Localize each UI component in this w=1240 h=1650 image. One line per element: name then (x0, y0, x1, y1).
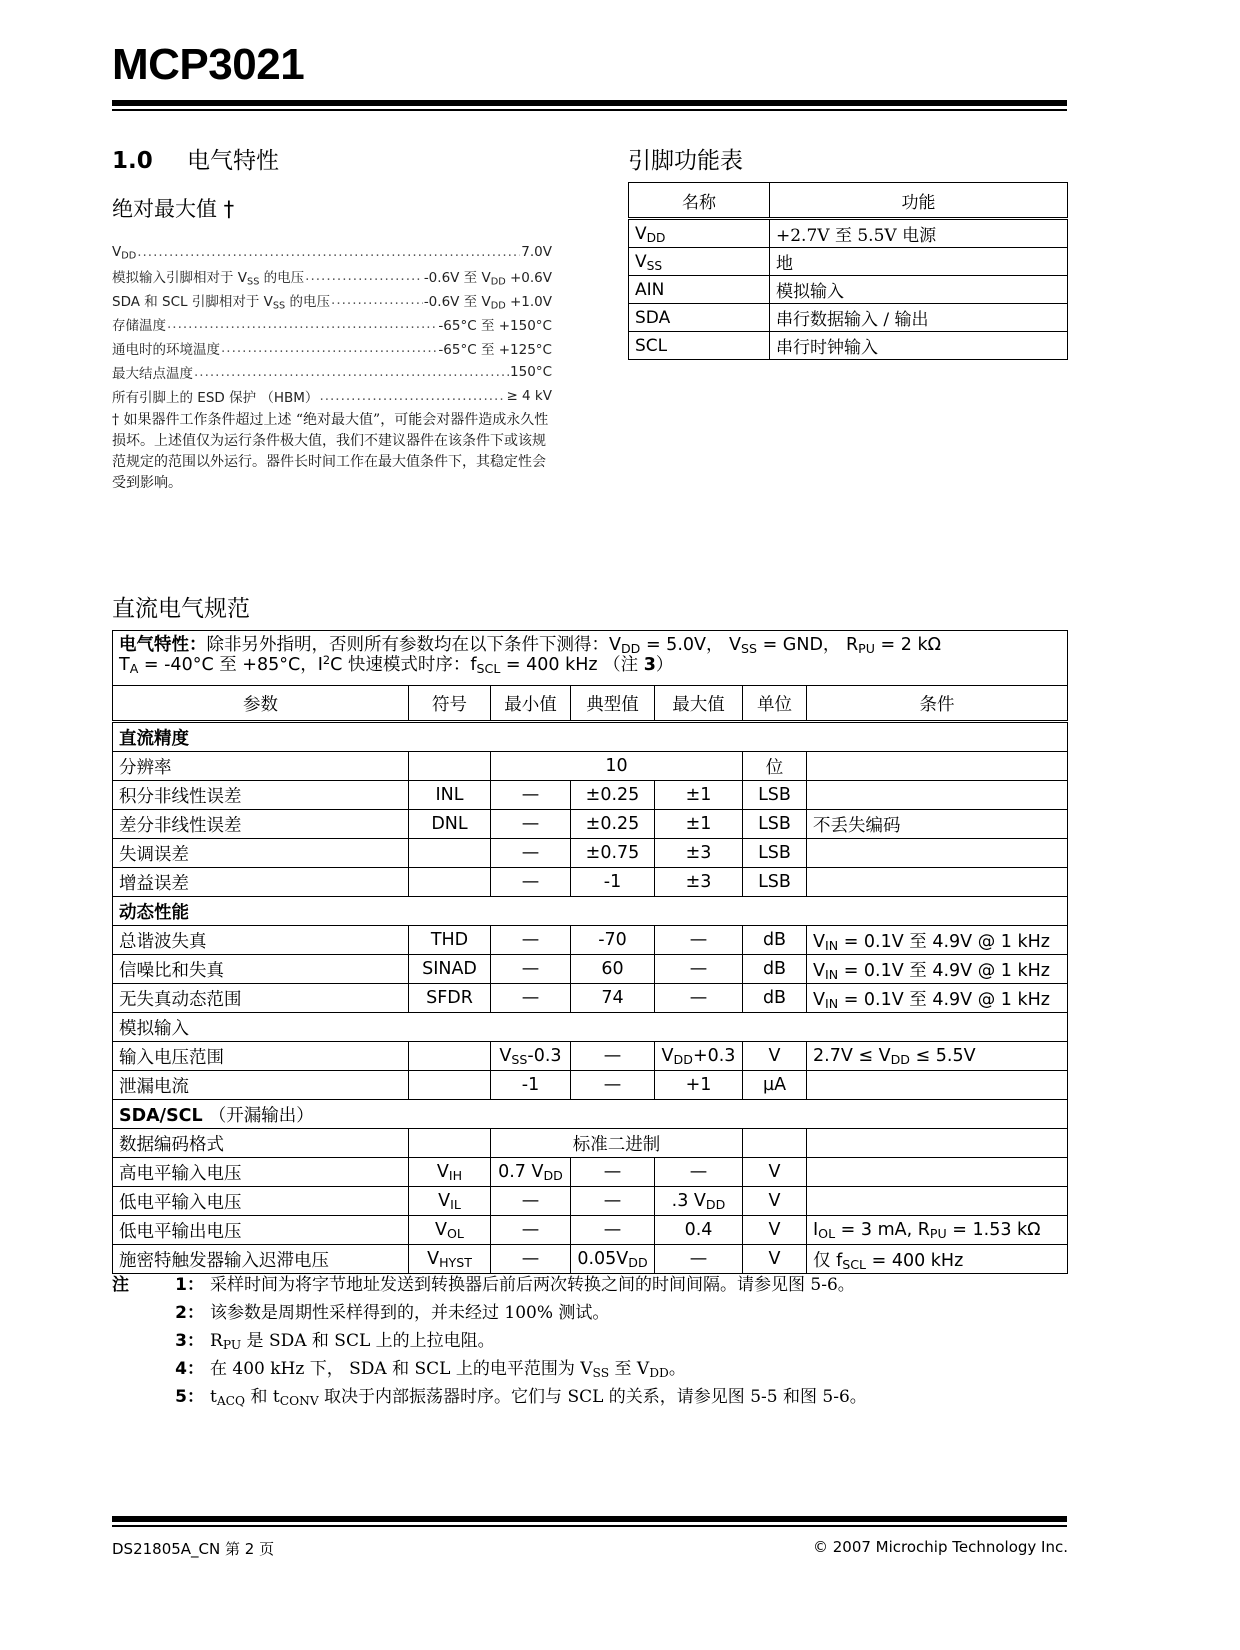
table-row: 分辨率 10 位 (113, 752, 1068, 781)
pin-table-title: 引脚功能表 (628, 148, 743, 174)
rating-row (112, 336, 552, 360)
footer-rule (112, 1516, 1067, 1522)
note-text: 该参数是周期性采样得到的，并未经过 100% 测试。 (210, 1302, 610, 1323)
dc-header-parameter: 参数 (113, 686, 409, 722)
leader-dots (194, 364, 509, 380)
note-text: 在 400 kHz 下， SDA 和 SCL 上的电平范围为 $V_{SS}$ 至 $V_{DD}$。 (210, 1358, 686, 1380)
rating-row (112, 384, 552, 408)
rating-label: 最大结点温度 (112, 366, 193, 382)
dc-header-unit: 单位 (743, 686, 807, 722)
dc-header-max: 最大值 (655, 686, 743, 722)
rating-value: -0.6V 至 $V_{DD} +1.0V$ (423, 294, 552, 312)
rating-row (112, 360, 552, 384)
rating-value: 150°C (510, 364, 552, 380)
header-rule-thin (112, 109, 1067, 111)
table-row: 低电平输入电压 $V_{IL}$ — — .3 $V_{DD}$ V (113, 1187, 1068, 1216)
table-row: 数据编码格式 标准二进制 (113, 1129, 1068, 1158)
pin-function: 串行数据输入 / 输出 (770, 304, 1068, 332)
pin-row (629, 332, 1068, 360)
note-item (112, 1268, 867, 1296)
dc-conditions-line-1: 电气特性：除非另外指明，否则所有参数均在以下条件下测得：$V_{DD} = 5.0V$， $V_{SS}$ = GND， $R_{PU} = 2$ kΩ (119, 635, 941, 657)
rating-row (112, 312, 552, 336)
rating-label: 通电时的环境温度 (112, 342, 220, 358)
note-number: 2： (175, 1302, 204, 1323)
pin-name: SCL (629, 332, 770, 360)
document-title: MCP3021 (112, 40, 305, 89)
pin-table-header-name: 名称 (629, 183, 770, 219)
note-label: 注 (112, 1274, 129, 1295)
dc-header-symbol: 符号 (409, 686, 491, 722)
pin-name: $V_{DD}$ (629, 219, 770, 248)
rating-value: -0.6V 至 $V_{DD} +0.6V$ (423, 270, 552, 288)
footer-rule-thin (112, 1525, 1067, 1527)
pin-name: SDA (629, 304, 770, 332)
header-rule (112, 100, 1067, 106)
rating-row (112, 240, 552, 264)
dc-header-typ: 典型值 (571, 686, 655, 722)
rating-row (112, 264, 552, 288)
rating-label: 所有引脚上的 ESD 保护 （HBM） (112, 390, 319, 406)
table-row: 无失真动态范围 SFDR — 74 — dB $V_{IN} = 0.1V$ 至 4.9V @ 1 kHz (113, 984, 1068, 1013)
dc-header-min: 最小值 (491, 686, 571, 722)
group-dynamic-performance: 动态性能 (113, 897, 1068, 926)
rating-value: -65°C 至 +150°C (438, 318, 552, 334)
note-number: 1： (175, 1274, 204, 1295)
table-row: 增益误差 — -1 ±3 LSB (113, 868, 1068, 897)
leader-dots (221, 340, 437, 356)
pin-row (629, 248, 1068, 276)
pin-row (629, 219, 1068, 248)
note-item (112, 1352, 867, 1380)
abs-max-footnote: † 如果器件工作条件超过上述 “绝对最大值”，可能会对器件造成永久性损坏。上述值仅为运行条件极大值，我们不建议器件在该条件下或该规范规定的范围以外运行。器件长时间工作在最大值条件下，其稳定性会受到影响。 (112, 412, 549, 491)
footer-copyright: © 2007 Microchip Technology Inc. (812, 1538, 1068, 1556)
pin-function: 串行时钟输入 (770, 332, 1068, 360)
table-row: 高电平输入电压 $V_{IH}$ 0.7 $V_{DD}$ — — V (113, 1158, 1068, 1187)
table-row: 低电平输出电压 $V_{OL}$ — — 0.4 V $I_{OL} = 3$ mA, $R_{PU} = 1.53$ kΩ (113, 1216, 1068, 1245)
group-dc-accuracy: 直流精度 (113, 722, 1068, 752)
leader-dots (167, 316, 437, 332)
pin-row (629, 304, 1068, 332)
dc-conditions (113, 631, 1068, 686)
rating-label: 存储温度 (112, 318, 166, 334)
table-row: 总谐波失真 THD — -70 — dB $V_{IN} = 0.1V$ 至 4.9V @ 1 kHz (113, 926, 1068, 955)
dc-conditions-line-2: $T_A = -40^\circ C$ 至 +85°C，$I^2C$ 快速模式时序：$f_{SCL} = 400$ kHz （注 3） (119, 652, 674, 677)
leader-dots (137, 244, 520, 260)
abs-max-title: 绝对最大值 † (112, 197, 235, 221)
note-text: $t_{ACQ}$ 和 $t_{CONV}$ 取决于内部振荡器时序。它们与 SCL 的关系，请参见图 5-5 和图 5-6。 (210, 1386, 867, 1408)
note-number: 4： (175, 1358, 204, 1379)
table-row: 施密特触发器输入迟滞电压 $V_{HYST}$ — $0.05V_{DD}$ — V 仅 $f_{SCL} = 400$ kHz (113, 1245, 1068, 1274)
section-number: 1.0 (112, 148, 153, 174)
section-heading (112, 142, 279, 175)
table-row: 泄漏电流 -1 — +1 µA (113, 1071, 1068, 1100)
rating-label: $V_{DD}$ (112, 244, 137, 262)
pin-row (629, 276, 1068, 304)
note-item (112, 1324, 867, 1352)
leader-dots (319, 388, 505, 404)
pin-table-header-function: 功能 (770, 183, 1068, 219)
rating-value: 7.0V (521, 244, 552, 260)
note-text: $R_{PU}$ 是 SDA 和 SCL 上的上拉电阻。 (210, 1330, 495, 1352)
notes-list (112, 1268, 867, 1408)
leader-dots (305, 268, 423, 284)
dc-header-conditions: 条件 (807, 686, 1068, 722)
pin-name: $V_{SS}$ (629, 248, 770, 276)
group-sda-scl: SDA/SCL （开漏输出） (113, 1100, 1068, 1129)
pin-function: +2.7V 至 5.5V 电源 (770, 219, 1068, 248)
group-analog-input: 模拟输入 (113, 1013, 1068, 1042)
rating-value: -65°C 至 +125°C (438, 342, 552, 358)
note-item (112, 1380, 867, 1408)
pin-function: 模拟输入 (770, 276, 1068, 304)
note-text: 采样时间为将字节地址发送到转换器后前后两次转换之间的时间间隔。请参见图 5-6。 (210, 1274, 855, 1295)
rating-row (112, 288, 552, 312)
rating-value: ≥ 4 kV (506, 388, 552, 404)
table-row: 信噪比和失真 SINAD — 60 — dB $V_{IN} = 0.1V$ 至 4.9V @ 1 kHz (113, 955, 1068, 984)
note-number: 3： (175, 1330, 204, 1351)
note-number: 5： (175, 1386, 204, 1407)
table-row: 积分非线性误差 INL — ±0.25 ±1 LSB (113, 781, 1068, 810)
table-row: 差分非线性误差 DNL — ±0.25 ±1 LSB 不丢失编码 (113, 810, 1068, 839)
pin-function: 地 (770, 248, 1068, 276)
section-title: 电气特性 (187, 148, 279, 174)
pin-name: AIN (629, 276, 770, 304)
rating-label: 模拟输入引脚相对于 $V_{SS}$ 的电压 (112, 270, 305, 288)
abs-max-ratings-list (112, 240, 552, 408)
dc-spec-title: 直流电气规范 (112, 596, 250, 622)
note-item (112, 1296, 867, 1324)
footer-doc-id: DS21805A_CN 第 2 页 (112, 1540, 275, 1558)
dc-spec-table (112, 630, 1068, 1274)
rating-label: SDA 和 SCL 引脚相对于 $V_{SS}$ 的电压 (112, 294, 331, 312)
table-row: 输入电压范围 $V_{SS}-0.3$ — $V_{DD}+0.3$ V $2.7V \le V_{DD} \le 5.5V$ (113, 1042, 1068, 1071)
table-row: 失调误差 — ±0.75 ±3 LSB (113, 839, 1068, 868)
leader-dots (331, 292, 423, 308)
pin-function-table (628, 182, 1068, 360)
